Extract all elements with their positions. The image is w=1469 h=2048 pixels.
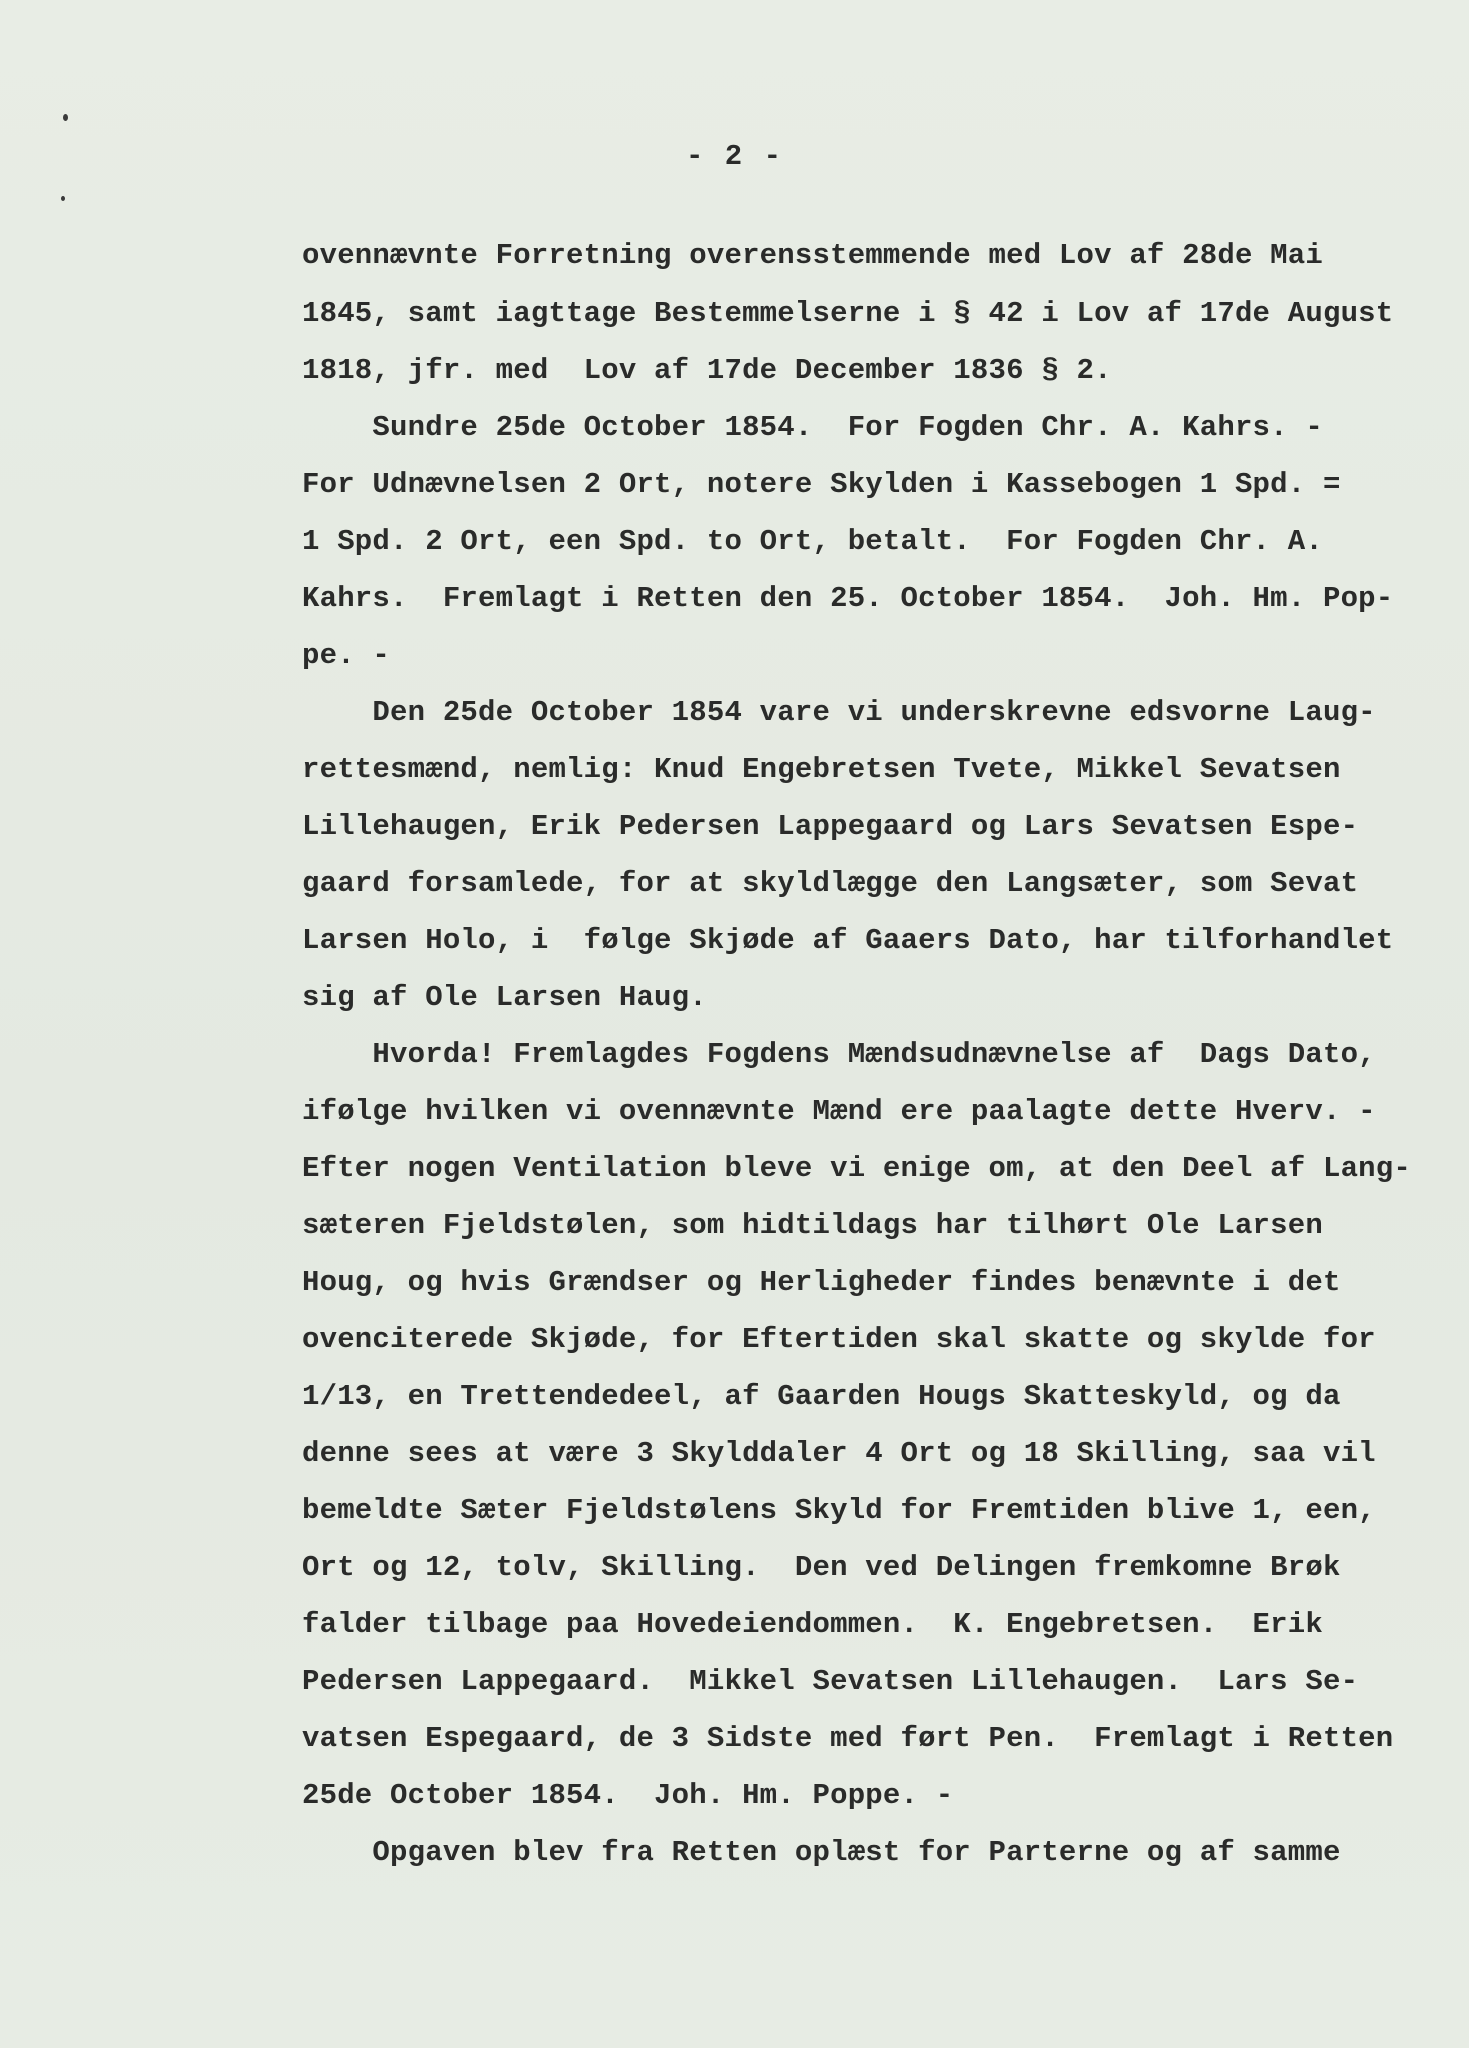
text-line: 1845, samt iagttage Bestemmelserne i § 42 i Lov af 17de August (302, 297, 1394, 330)
text-line: 1818, jfr. med Lov af 17de December 1836 § 2. (302, 354, 1112, 387)
text-line: 1 Spd. 2 Ort, een Spd. to Ort, betalt. For Fogden Chr. A. (302, 525, 1323, 558)
text-line: Sundre 25de October 1854. For Fogden Chr. A. Kahrs. - (302, 411, 1323, 444)
margin-speck (61, 196, 65, 201)
text-line: Efter nogen Ventilation bleve vi enige om, at den Deel af Lang- (302, 1152, 1411, 1185)
text-line: gaard forsamlede, for at skyldlægge den Langsæter, som Sevat (302, 867, 1359, 900)
text-line: denne sees at være 3 Skylddaler 4 Ort og 18 Skilling, saa vil (302, 1437, 1376, 1470)
text-line: Opgaven blev fra Retten oplæst for Parterne og af samme (302, 1836, 1341, 1869)
text-line: Hvorda! Fremlagdes Fogdens Mændsudnævnelse af Dags Dato, (302, 1038, 1376, 1071)
text-line: rettesmænd, nemlig: Knud Engebretsen Tvete, Mikkel Sevatsen (302, 753, 1341, 786)
text-line: ovenciterede Skjøde, for Eftertiden skal skatte og skylde for (302, 1323, 1376, 1356)
text-line: pe. - (302, 639, 391, 672)
text-line: sæteren Fjeldstølen, som hidtildags har tilhørt Ole Larsen (302, 1209, 1323, 1242)
text-line: 25de October 1854. Joh. Hm. Poppe. - (302, 1779, 954, 1812)
text-line: 1/13, en Trettendedeel, af Gaarden Hougs Skatteskyld, og da (302, 1380, 1341, 1413)
page-number: - 2 - (686, 140, 784, 173)
text-line: ifølge hvilken vi ovennævnte Mænd ere paalagte dette Hverv. - (302, 1095, 1376, 1128)
text-line: ovennævnte Forretning overensstemmende med Lov af 28de Mai (302, 239, 1323, 272)
text-line: Kahrs. Fremlagt i Retten den 25. October 1854. Joh. Hm. Pop- (302, 582, 1394, 615)
text-line: vatsen Espegaard, de 3 Sidste med ført Pen. Fremlagt i Retten (302, 1722, 1394, 1755)
text-line: Houg, og hvis Grændser og Herligheder findes benævnte i det (302, 1266, 1341, 1299)
margin-speck (63, 114, 68, 121)
text-line: Lillehaugen, Erik Pedersen Lappegaard og Lars Sevatsen Espe- (302, 810, 1359, 843)
text-line: bemeldte Sæter Fjeldstølens Skyld for Fremtiden blive 1, een, (302, 1494, 1376, 1527)
text-line: Larsen Holo, i følge Skjøde af Gaaers Dato, har tilforhandlet (302, 924, 1394, 957)
text-line: Den 25de October 1854 vare vi underskrevne edsvorne Laug- (302, 696, 1376, 729)
text-line: falder tilbage paa Hovedeiendommen. K. Engebretsen. Erik (302, 1608, 1323, 1641)
text-line: Pedersen Lappegaard. Mikkel Sevatsen Lillehaugen. Lars Se- (302, 1665, 1359, 1698)
text-line: Ort og 12, tolv, Skilling. Den ved Delingen fremkomne Brøk (302, 1551, 1341, 1584)
text-line: sig af Ole Larsen Haug. (302, 981, 707, 1014)
text-line: For Udnævnelsen 2 Ort, notere Skylden i Kassebogen 1 Spd. = (302, 468, 1341, 501)
